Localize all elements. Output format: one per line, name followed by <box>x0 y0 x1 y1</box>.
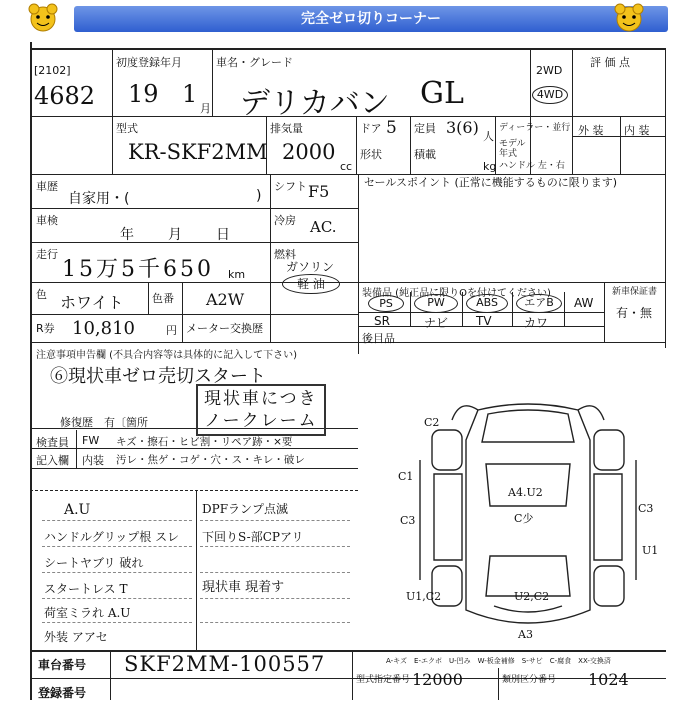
hw-note-1: ハンドルグリップ根 スレ <box>44 530 180 544</box>
month-unit: 月 <box>200 102 211 115</box>
hw-note-3: スタートレス T <box>44 582 128 596</box>
first-reg-month: 1 <box>182 80 198 108</box>
chassis-label: 車台番号 <box>38 658 87 672</box>
grade: GL <box>420 76 464 111</box>
interior-label: 内 装 <box>624 124 650 137</box>
hw-note-5: 外装 アアセ <box>44 630 108 644</box>
hw-note-right-1: 下回りS-部CPアリ <box>202 530 304 544</box>
warranty-value: 有・無 <box>616 306 653 320</box>
diagram-label-c2: C2 <box>424 416 440 429</box>
diagram-label-c-small: C少 <box>514 512 534 525</box>
notes-value: ⑥現状車ゼロ売切スタート <box>50 366 266 387</box>
hw-note-2: シートヤブリ 破れ <box>44 556 144 570</box>
eval-label: 評 価 点 <box>590 56 630 69</box>
history-value: 自家用・( <box>68 191 130 207</box>
interior-items: 汚レ・焦ゲ・コゲ・穴・ス・キレ・破レ <box>116 454 305 466</box>
class-value: 1024 <box>588 670 629 689</box>
repair-label: 修復歴 有〔箇所 <box>60 416 148 429</box>
fuel-diesel: 軽 油 <box>282 274 340 294</box>
diagram-label-c3-right: C3 <box>638 502 654 515</box>
equipment-pw: PW <box>414 294 458 313</box>
first-reg-year: 19 <box>128 80 159 108</box>
km-unit: km <box>228 268 246 281</box>
std-weight-label: 型式指定番号 <box>356 675 411 685</box>
equipment-ps: PS <box>368 295 404 312</box>
diagram-label-a4u2: A4.U2 <box>508 486 543 499</box>
doors-value: 5 <box>386 118 397 138</box>
rear-seat-label: 後目品 <box>362 332 395 345</box>
recycle-label: R券 <box>36 322 55 335</box>
hw-note-0: A.U <box>64 502 91 518</box>
yen-unit: 円 <box>166 324 177 337</box>
capacity-value: 3(6) <box>446 118 479 137</box>
notes-label: 注意事項申告欄 (不具合内容等は具体的に記入して下さい) <box>36 350 297 361</box>
car-name-label: 車名・グレード <box>216 56 293 69</box>
diagram-label-c1: C1 <box>398 470 414 483</box>
car-damage-diagram <box>390 400 666 650</box>
drive-2wd: 2WD <box>536 64 563 77</box>
class-label: 類別区分番号 <box>502 675 557 685</box>
stamp-line1: 現状車につき <box>204 389 318 409</box>
model-year-label: モデル <box>499 139 526 149</box>
shift-label: シフト <box>274 180 307 193</box>
color-value: ホワイト <box>60 293 124 312</box>
fuel-gasoline: ガソリン <box>286 260 335 274</box>
chassis-value: SKF2MM-100557 <box>124 652 326 676</box>
hw-note-right-0: DPFランプ点滅 <box>202 502 289 516</box>
model-label: 型式 <box>116 122 138 135</box>
ac-value: AC. <box>310 218 337 236</box>
mileage-value: 15万5千650 <box>62 257 214 282</box>
equipment-label: 装備品 (純正品に限りOを付けてください) <box>362 288 551 299</box>
diagram-label-u1: U1 <box>642 544 659 557</box>
doors-label: ドア <box>360 122 382 135</box>
handle-label: ハンドル 左・右 <box>499 161 565 171</box>
diagram-label-c3-left: C3 <box>400 514 416 527</box>
color-no-value: A2W <box>206 290 245 309</box>
equipment-airbag: エアB <box>516 294 562 313</box>
odo-label: メーター交換歴 <box>186 322 263 335</box>
history-close: ) <box>256 188 262 204</box>
banner-title: 完全ゼロ切りコーナー <box>74 6 668 32</box>
equipment-abs: ABS <box>466 294 508 313</box>
capacity-label: 定員 <box>414 122 436 135</box>
hw-note-4: 荷室ミラれ A.U <box>44 606 131 620</box>
history-label: 車歴 <box>36 180 58 193</box>
color-no-label: 色番 <box>152 292 174 305</box>
inspection-value: 年 月 日 <box>120 227 232 243</box>
inspector-label1: 検査員 <box>36 436 69 449</box>
equipment-sr: SR <box>374 314 390 328</box>
std-weight-value: 12000 <box>412 670 463 689</box>
equipment-navi: ナビ <box>424 316 449 330</box>
car-name: デリカバン <box>240 86 390 121</box>
recycle-value: 10,810 <box>72 318 135 339</box>
color-label: 色 <box>36 288 47 301</box>
fuel-label: 燃料 <box>274 248 296 261</box>
inspector-label2: 記入欄 <box>36 454 69 467</box>
cc-unit: cc <box>340 160 353 173</box>
diagram-label-u1c2: U1,C2 <box>406 590 442 603</box>
mascot-icon-right <box>612 3 646 35</box>
shape-label: 形状 <box>360 148 382 161</box>
capacity-unit: 人 <box>483 130 494 143</box>
equipment-leather: カワ <box>524 316 549 330</box>
exterior-label: 外 装 <box>578 124 604 137</box>
equipment-aw: AW <box>574 296 594 310</box>
kg-unit: kg <box>483 160 497 173</box>
diagram-label-a3: A3 <box>518 628 533 641</box>
drive-4wd: 4WD <box>532 86 568 104</box>
warranty-label: 新車保証書 <box>612 287 658 297</box>
diagram-label-u2c2: U2,C2 <box>514 590 550 603</box>
shift-value: F5 <box>308 182 330 201</box>
mascot-icon-left <box>26 3 60 35</box>
stamp-line2: ノークレーム <box>204 411 318 431</box>
fw-items: キズ・擦石・ヒビ割・リペア跡・×要 <box>116 436 293 448</box>
inspection-label: 車検 <box>36 214 58 227</box>
load-label: 積載 <box>414 148 436 161</box>
displacement-value: 2000 <box>282 140 336 164</box>
hw-note-right-2: 現状車 現着す <box>202 580 285 595</box>
ac-label: 冷房 <box>274 214 296 227</box>
model-year-sub: 年式 <box>499 149 518 159</box>
mileage-label: 走行 <box>36 248 58 261</box>
first-reg-label: 初度登録年月 <box>116 56 182 69</box>
sales-point-label: セールスポイント (正常に機能するものに限ります) <box>364 176 618 189</box>
fw-label: FW <box>82 434 100 447</box>
lot-prefix: [2102] <box>34 64 71 77</box>
equipment-tv: TV <box>476 314 492 328</box>
dealer-label: ディーラー・並行 <box>499 123 571 133</box>
top-banner <box>0 0 700 36</box>
interior-items-label: 内装 <box>82 454 104 467</box>
model-value: KR-SKF2MM <box>128 140 268 164</box>
no-claim-stamp <box>196 384 326 436</box>
reg-label: 登録番号 <box>38 686 87 700</box>
lot-number: 4682 <box>34 82 96 110</box>
legend: A-キズ E-エクボ U-凹み W-板金補修 S-サビ C-腐食 XX-交換済 <box>386 657 611 665</box>
displacement-label: 排気量 <box>270 122 303 135</box>
